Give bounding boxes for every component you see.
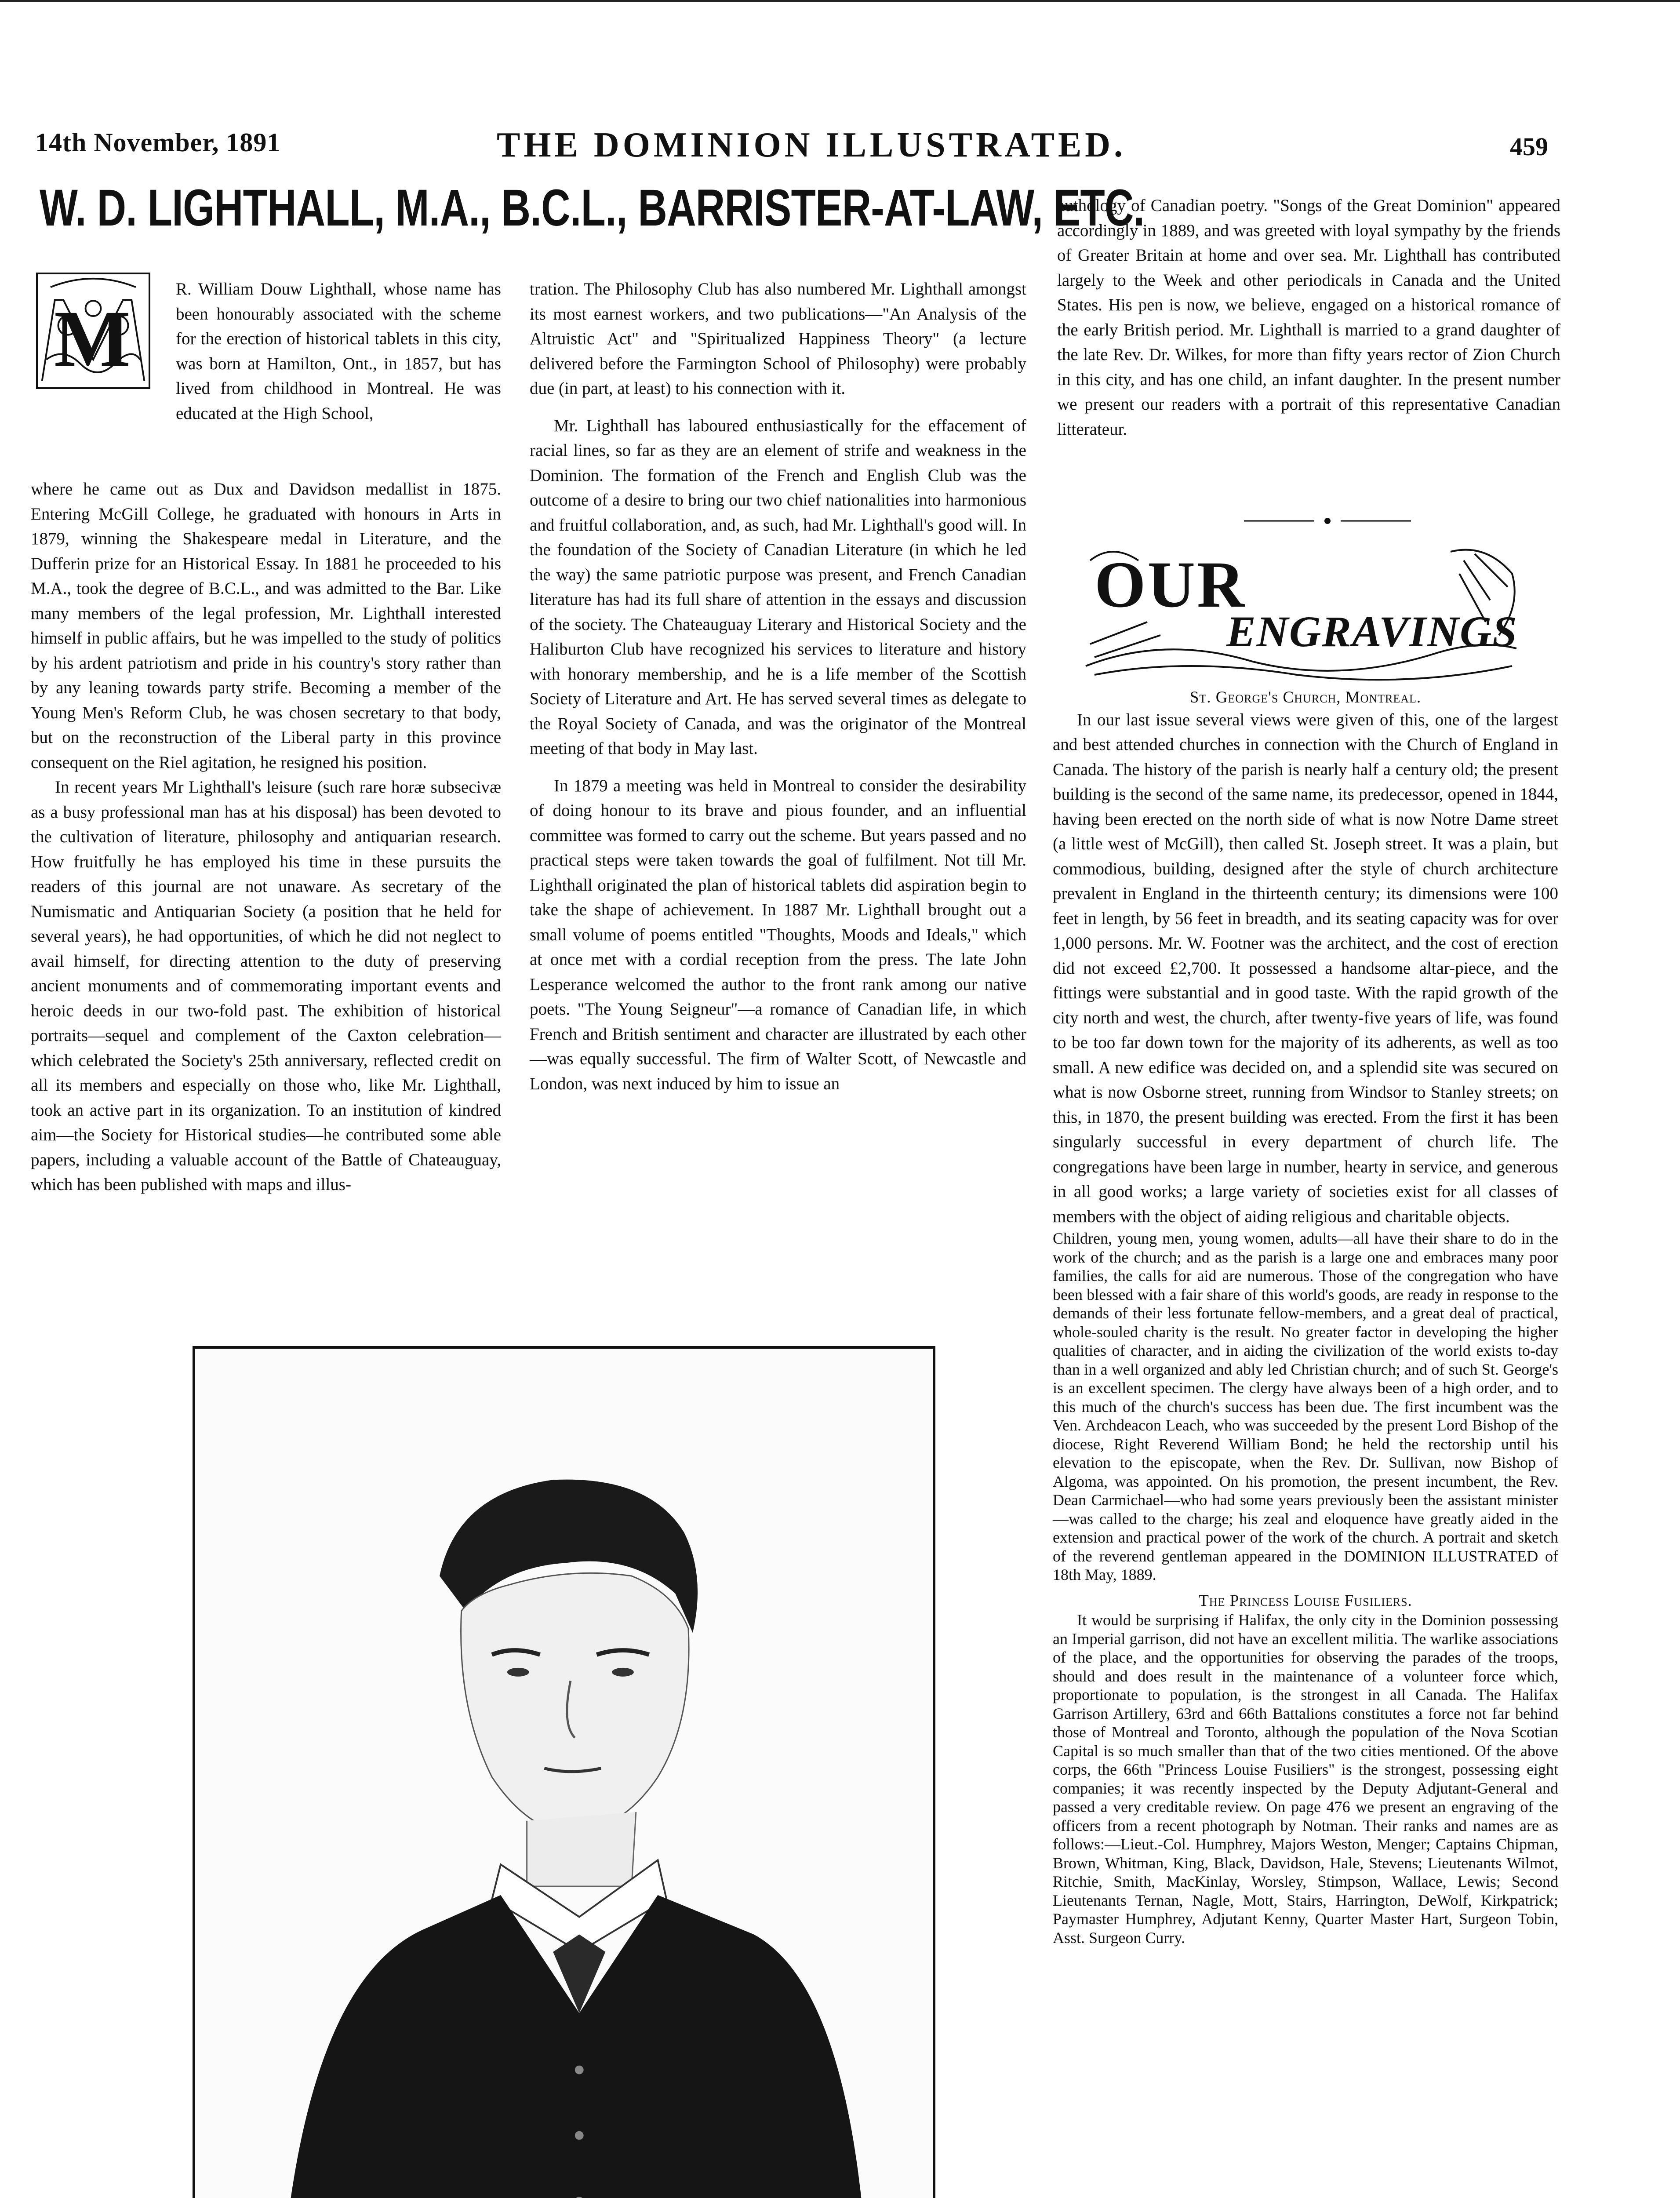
issue-date: 14th November, 1891 <box>35 128 281 157</box>
article-paragraph-2: In recent years Mr Lighthall's leisure (such rare horæ subsecivæ as a busy professional man has at his disposal) has been devoted to the cultivation of literature, philosophy and antiquarian research. How fruitfully he has employed his time in these pursuits the readers of this journal are not unaware. As secretary of the Numismatic and Antiquarian Society (a position that he held for several years), he had opportunities, of which he did not neglect to avail himself, for directing attention to the duty of preserving ancient monuments and of commemorating important events and heroic deeds in our two-fold past. The exhibition of historical portraits—sequel and complement of the Caxton celebration—which celebrated the Society's 25th anniversary, reflected credit on all its members and especially on those who, like Mr. Lighthall, took an active part in its organization. To an institution of kindred aim—the Society for Historical studies—he contributed some able papers, including a valuable account of the Battle of Chateauguay, which has been published with maps and illus- <box>31 778 501 1194</box>
article-paragraph-3: tration. The Philosophy Club has also numbered Mr. Lighthall amongst its most earnest workers, and two publications—"An Analysis of the Altruistic Act" and "Spiritualized Happiness Theory" (a lecture delivered before the Farmington School of Philosophy) were probably due (in part, at least) to his connection with it. <box>530 280 1026 398</box>
st-georges-paragraph-1: In our last issue several views were given of this, one of the largest and best attended churches in connection with the Church of England in Canada. The history of the parish is nearly half a century old; the present building is the second of the same name, its predecessor, opened in 1844, having been erected on the north side of what is now Notre Dame street (a little west of McGill), then called St. Joseph street. It was a plain, but commodious, building, designed after the style of church architecture prevalent in England in the thirteenth century; its dimensions were 100 feet in length, by 56 feet in breadth, and its seating capacity was for over 1,000 persons. Mr. W. Footner was the architect, and the cost of erection did not exceed £2,700. It possessed a handsome altar-piece, and the fittings were substantial and in good taste. With the rapid growth of the city north and west, the church, after twenty-five years of life, was found to be too far down town for the majority of its adherents, as well as too small. A new edifice was decided on, and a splendid site was secured on what is now Osborne street, running from Windsor to Stanley streets; on this, in 1870, the present building was erected. From the first it has been singularly successful in every department of church life. The congregations have been large in number, hearty in service, and generous in all good works; a large variety of societies exist for all classes of members with the object of aiding religious and charitable objects. <box>1053 710 1558 1226</box>
article-paragraph-6: authology of Canadian poetry. "Songs of the Great Dominion" appeared accordingly in 1889, and was greeted with loyal sympathy by the friends of Greater Britain at home and over sea. Mr. Lighthall has contributed largely to the Week and other periodicals in Canada and the United States. His pen is now, we believe, engaged on a historical romance of the early British period. Mr. Lighthall is married to a grand daughter of the late Rev. Dr. Wilkes, for more than fifty years rector of Zion Church in this city, and has one child, an infant daughter. In the present number we present our readers with a portrait of this representative Canadian litterateur. <box>1057 196 1560 439</box>
article-paragraph-5: In 1879 a meeting was held in Montreal to consider the desirability of doing honour to its brave and pious founder, and an influential committee was formed to carry out the scheme. But years passed and no practical steps were taken towards the goal of fulfilment. Not till Mr. Lighthall originated the plan of historical tablets did aspiration begin to take the shape of achievement. In 1887 Mr. Lighthall brought out a small volume of poems entitled "Thoughts, Moods and Ideals," which at once met with a cordial reception from the press. The late John Lesperance welcomed the author to the front rank among our native poets. "The Young Seigneur"—a romance of Canadian life, in which French and British sentiment and character are illustrated by each other—was equally successful. The firm of Walter Scott, of Newcastle and London, was next induced by him to issue an <box>530 776 1026 1093</box>
article-headline: W. D. LIGHTHALL, M.A., B.C.L., BARRISTER-AT-LAW, ETC. <box>40 179 1145 237</box>
banner-line-2: ENGRAVINGS <box>1226 607 1518 656</box>
section-title-fusiliers: The Princess Louise Fusiliers. <box>1199 1591 1412 1610</box>
our-engravings-banner <box>1077 534 1525 686</box>
portrait-frame <box>193 1346 935 2198</box>
masthead-title: THE DOMINION ILLUSTRATED. <box>497 126 1127 164</box>
page-number: 459 <box>1510 132 1548 161</box>
article-column-1-lower <box>31 477 501 1197</box>
ornament-rule-icon <box>1244 517 1411 525</box>
portrait-photo <box>195 1349 933 2198</box>
article-paragraph-1: where he came out as Dux and Davidson medallist in 1875. Entering McGill College, he graduated with honours in Arts in 1879, winning the Shakespeare medal in Literature, and the Dufferin prize for an Historical Essay. In 1881 he proceeded to his M.A., took the degree of B.C.L., and was admitted to the Bar. Like many members of the legal profession, Mr. Lighthall interested himself in public affairs, but he was impelled to the study of politics by his ardent patriotism and pride in his country's story rather than by any leaning towards party strife. Becoming a member of the Young Men's Reform Club, he was chosen secretary to that body, but on the reconstruction of the Liberal party in this province consequent on the Riel agitation, he resigned his position. <box>31 480 501 772</box>
article-column-3 <box>1057 193 1560 442</box>
fusiliers-paragraph: It would be surprising if Halifax, the only city in the Dominion possessing an Imperial garrison, did not have an excellent militia. The warlike associations of the place, and the opportunities for observing the parades of the troops, should and does result in the maintenance of a volunteer force which, proportionate to population, is the strongest in all Canada. The Halifax Garrison Artillery, 63rd and 66th Battalions constitutes a force not far behind those of Montreal and Toronto, although the population of the Nova Scotian Capital is so much smaller than that of the two cities mentioned. Of the above corps, the 66th "Princess Louise Fusiliers" is the strongest, possessing eight companies; it was recently inspected by the Deputy Adjutant-General and passed a very creditable review. On page 476 we present an engraving of the officers from a recent photograph by Notman. Their ranks and names are as follows:—Lieut.-Col. Humphrey, Majors Weston, Menger; Captains Chipman, Brown, Whitman, King, Black, Davidson, Hale, Stevens; Lieutenants Wilmot, Ritchie, Smith, MacKinlay, Worsley, Stimpson, Wallace, Lewis; Second Lieutenants Ternan, Nagle, Mott, Stairs, Harrington, DeWolf, Kirkpatrick; Paymaster Humphrey, Adjutant Kenny, Quarter Master Hart, Surgeon Tobin, Asst. Surgeon Curry. <box>1053 1611 1558 1947</box>
section-title-st-georges: St. George's Church, Montreal. <box>1189 688 1422 706</box>
decorated-initial <box>36 273 150 389</box>
article-column-2 <box>530 277 1026 1096</box>
article-opening: R. William Douw Lighthall, whose name has been honourably associated with the scheme for the erection of historical tablets in this city, was born at Hamilton, Ont., in 1857, but has lived from childhood in Montreal. He was educated at the High School, <box>176 280 501 423</box>
banner-line-1: OUR <box>1095 548 1247 621</box>
top-rule <box>0 0 1680 2</box>
article-paragraph-4: Mr. Lighthall has laboured enthusiastically for the effacement of racial lines, so far as they are an element of strife and weakness in the Dominion. The formation of the French and English Club was the outcome of a desire to bring our two chief nationalities into harmonious and fruitful collaboration, and, as such, had Mr. Lighthall's good will. In the foundation of the Society of Canadian Literature (in which he led the way) the same patriotic purpose was present, and French Canadian literature has had its full share of attention in the essays and discussion of the society. The Chateauguay Literary and Historical Society and the Haliburton Club have recognized his services to literature and history with honorary membership, and he is a life member of the Scottish Society of Literature and Art. He has served several times as delegate to the Royal Society of Canada, and was the originator of the Montreal meeting of that body in May last. <box>530 416 1026 758</box>
ornamental-initial-icon <box>38 274 149 387</box>
st-georges-paragraph-2: Children, young men, young women, adults—all have their share to do in the work of the church; and as the parish is a large one and embraces many poor families, the calls for aid are numerous. Those of the congregation who have been blessed with a fair share of this world's goods, are ready in response to the demands of their less fortunate fellow-members, and a great deal of practical, whole-souled charity is the result. No greater factor in developing the higher qualities of character, and in aiding the civilization of the world exists to-day than in a well organized and ably led Christian church; and of such St. George's is an excellent specimen. The clergy have always been of a high order, and to this much of the church's success has been due. The first incumbent was the Ven. Archdeacon Leach, who was succeeded by the present Lord Bishop of the diocese, Right Reverend William Bond; he held the rectorship until his elevation to the episcopate, when the Rev. Dr. Sullivan, now Bishop of Algoma, was appointed. On his promotion, the present incumbent, the Rev. Dean Carmichael—who had some years previously been the assistant minister—was called to the charge; his zeal and eloquence have greatly aided in the extension and practical power of the work of the church. A portrait and sketch of the reverend gentleman appeared in the DOMINION ILLUSTRATED of 18th May, 1889. <box>1053 1230 1558 1583</box>
article-column-1 <box>176 277 501 426</box>
engravings-column <box>1053 688 1558 1947</box>
svg-text:M: M <box>54 294 131 384</box>
